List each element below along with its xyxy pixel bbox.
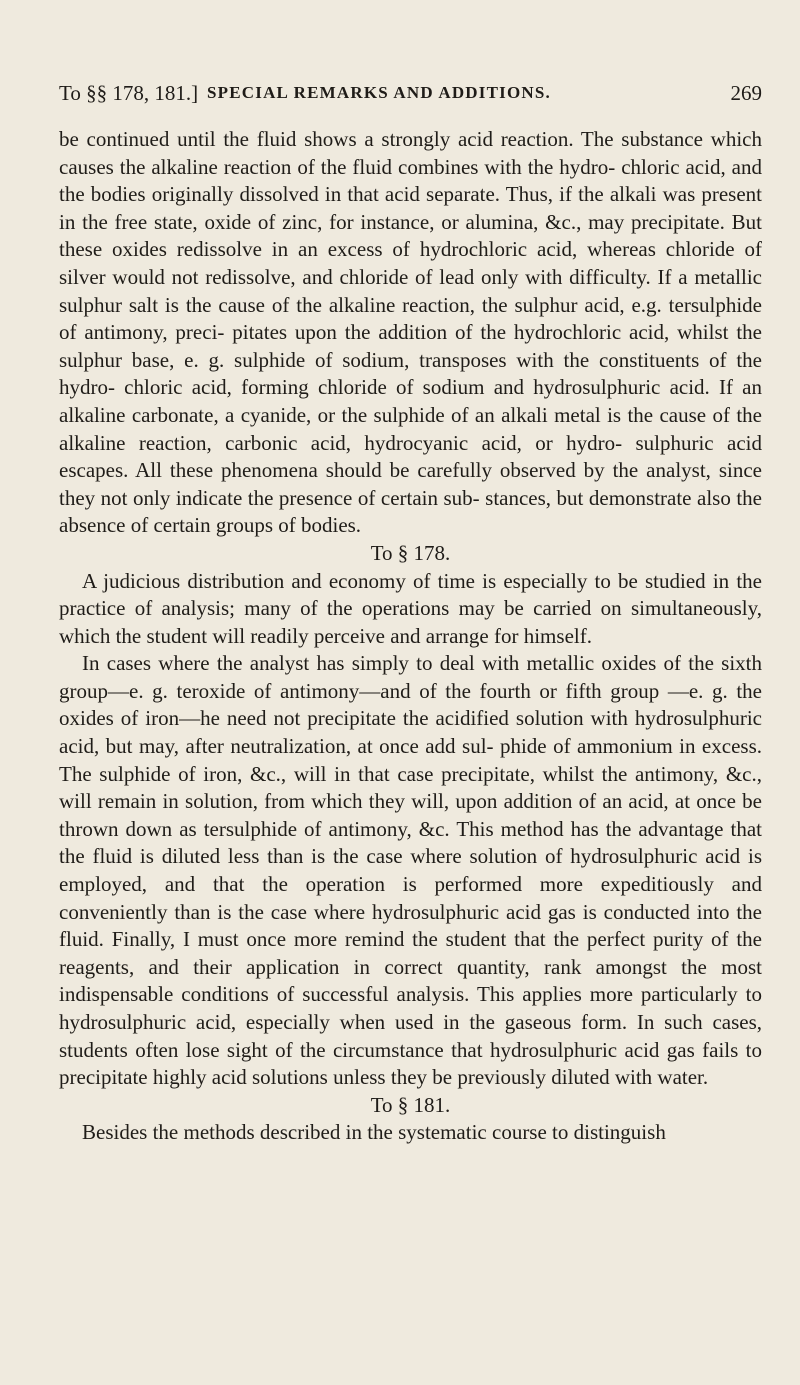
section-heading-181: To § 181.	[370, 1092, 451, 1117]
running-header	[59, 78, 762, 108]
body-text	[59, 126, 762, 1147]
paragraph-metallic-oxides: In cases where the analyst has simply to deal with metallic oxides of the sixth group—e. g. teroxide of antimony—and of the fourth or fifth group —e. g. the oxides of iron—he need not precipitate the acidified solution with hydrosulphuric acid, but may, after neutralization, at once add sul- phide of ammonium in excess. The sulphide of iron, &c., will in that case precipitate, whilst the antimony, &c., will remain in solution, from which they will, upon addition of an acid, at once be thrown down as tersulphide of antimony, &c. This method has the advantage that the fluid is diluted less than is the case where solution of hydrosulphuric acid is employed, and that the operation is performed more expeditiously and conveniently than is the case where hydrosulphuric acid gas is conducted into the fluid. Finally, I must once more remind the student that the perfect purity of the reagents, and their application in correct quantity, rank amongst the most indispensable conditions of successful analysis. This applies more particularly to hydrosulphuric acid, especially when used in the gaseous form. In such cases, students often lose sight of the circumstance that hydrosulphuric acid gas fails to precipitate highly acid solutions unless they be previously diluted with water.	[59, 651, 762, 1090]
header-title: SPECIAL REMARKS AND ADDITIONS.	[207, 83, 551, 102]
page-number: 269	[730, 81, 762, 105]
paragraph-continuation: be continued until the fluid shows a strongly acid reaction. The substance which causes the alkaline reaction of the fluid combines with the hydro- chloric acid, and the bodies originally dissolved in that acid separate. Thus, if the alkali was present in the free state, oxide of zinc, for instance, or alumina, &c., may precipitate. But these oxides redissolve in an excess of hydrochloric acid, whereas chloride of silver would not redissolve, and chloride of lead only with difficulty. If a metallic sulphur salt is the cause of the alkaline reaction, the sulphur acid, e.g. tersulphide of antimony, preci- pitates upon the addition of the hydrochloric acid, whilst the sulphur base, e. g. sulphide of sodium, transposes with the constituents of the hydro- chloric acid, forming chloride of sodium and hydrosulphuric acid. If an alkaline carbonate, a cyanide, or the sulphide of an alkali metal is the cause of the alkaline reaction, carbonic acid, hydrocyanic acid, or hydro- sulphuric acid escapes. All these phenomena should be carefully observed by the analyst, since they not only indicate the presence of certain sub- stances, but demonstrate also the absence of certain groups of bodies.	[59, 127, 762, 538]
paragraph-time-economy: A judicious distribution and economy of time is especially to be studied in the practice of analysis; many of the operations may be carried on simultaneously, which the student will readily perceive and arrange for himself.	[59, 568, 762, 648]
header-section-ref: To §§ 178, 181.]	[59, 81, 199, 105]
section-heading-178: To § 178.	[370, 540, 451, 565]
paragraph-besides-methods: Besides the methods described in the systematic course to distinguish	[82, 1120, 666, 1145]
